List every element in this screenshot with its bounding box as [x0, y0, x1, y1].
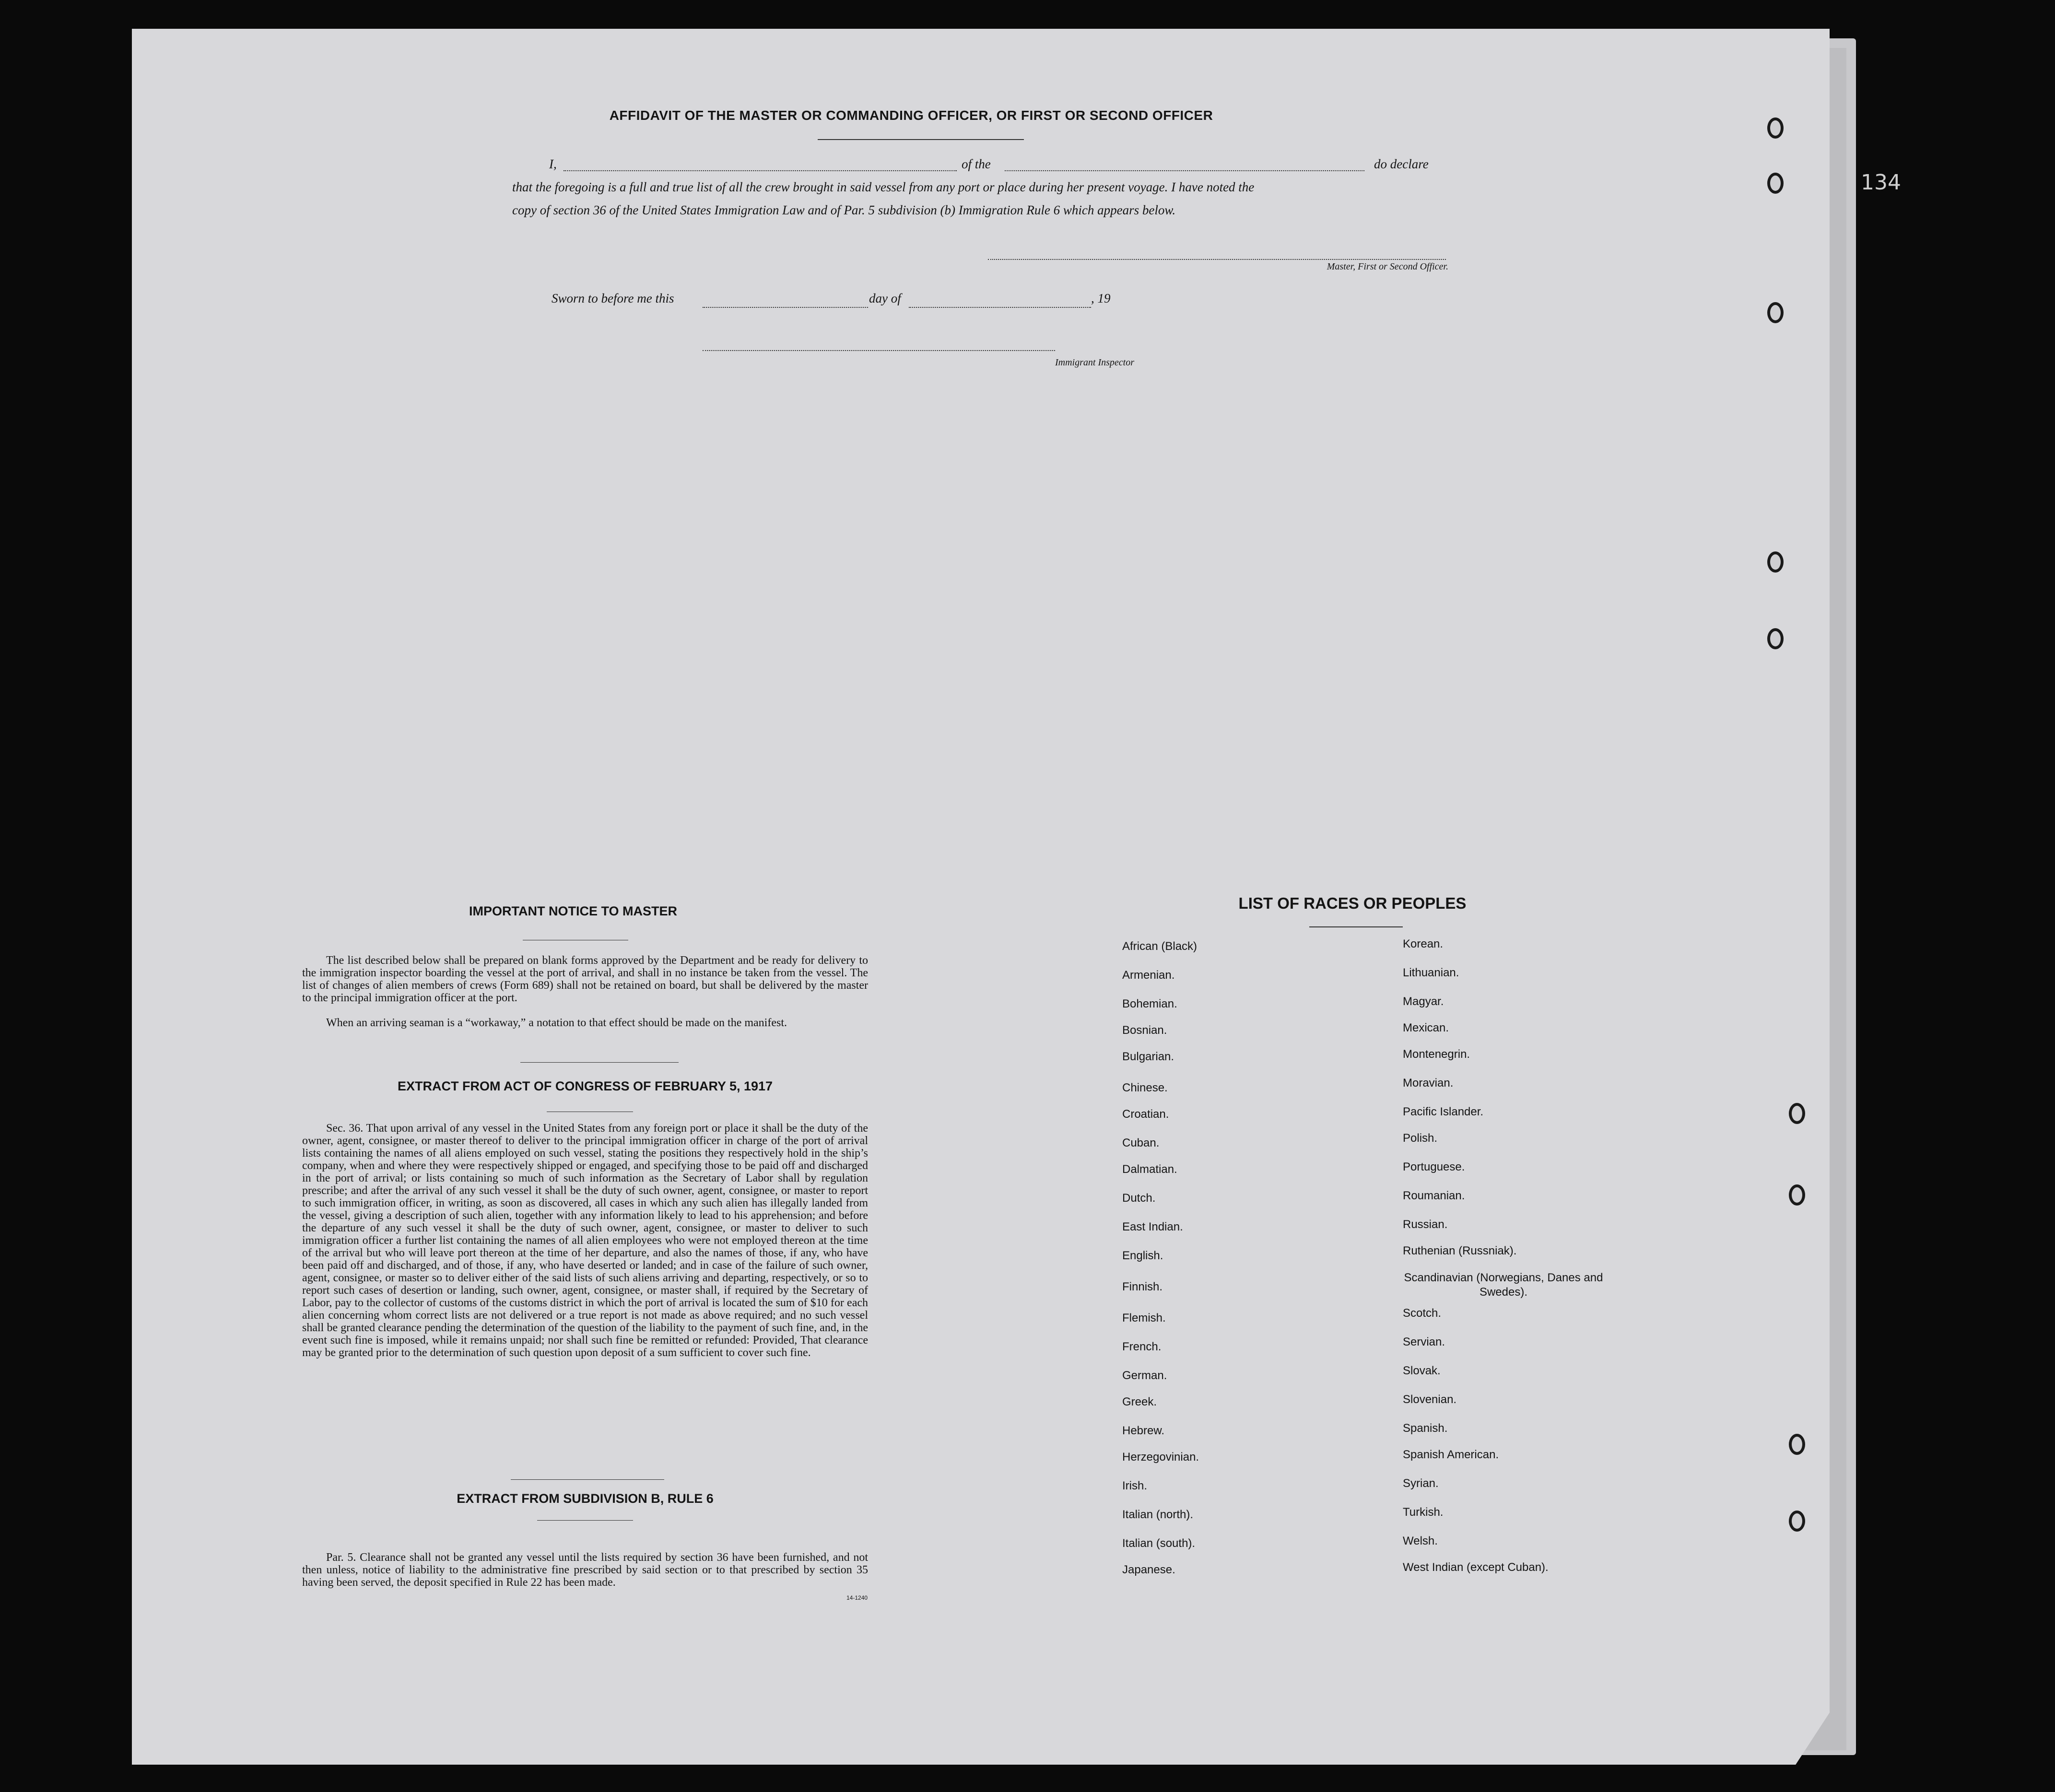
signature-blank[interactable]	[988, 259, 1446, 260]
affidavit-line1-declare: do declare	[1374, 157, 1429, 171]
notice-paragraph-2: When an arriving seaman is a “workaway,” a notation to that effect should be made on the manifest.	[326, 1017, 787, 1029]
race-item: Croatian.	[1122, 1108, 1169, 1121]
race-item: Portuguese.	[1403, 1160, 1465, 1173]
race-item: Lithuanian.	[1403, 966, 1459, 979]
race-item: English.	[1122, 1249, 1163, 1262]
race-item: Ruthenian (Russniak).	[1403, 1244, 1517, 1257]
binder-hole-icon	[1789, 1511, 1805, 1532]
inspector-signature-blank[interactable]	[703, 350, 1055, 351]
signature-label: Master, First or Second Officer.	[1327, 261, 1448, 272]
race-item: Hebrew.	[1122, 1424, 1165, 1437]
race-item: Slovenian.	[1403, 1393, 1457, 1406]
race-item: Herzegovinian.	[1122, 1451, 1199, 1464]
affidavit-line2: that the foregoing is a full and true list of all the crew brought in said vessel from any port or place during her present voyage. I have noted the	[512, 180, 1255, 194]
binder-hole-icon	[1789, 1434, 1805, 1455]
affidavit-vessel-blank[interactable]	[1005, 170, 1364, 171]
title-rule	[818, 139, 1024, 140]
race-item: Dalmatian.	[1122, 1163, 1177, 1176]
extract-rule-rule	[537, 1520, 633, 1521]
race-item: West Indian (except Cuban).	[1403, 1561, 1549, 1574]
binder-hole-icon	[1789, 1184, 1805, 1206]
race-item: Bosnian.	[1122, 1024, 1167, 1037]
section-text: That upon arrival of any vessel in the United States from any foreign port or place it shall be the duty of the owner, agent, consignee, or master thereof to deliver to the principal immigration officer in charge of the port of arrival lists containing the names of all aliens employed on such vessel, stating the positions they respectively hold in the ship’s company, when and where they were respectively shipped or engaged, and specifying those to be paid off and discharged in the port of arrival; or lists containing so much of such information as the Secretary of Labor shall by regulation prescribe; and after the arrival of any such vessel it shall be the duty of such owner, agent, consignee, or master to report to such immigration officer, in writing, as soon as discovered, all cases in which any such alien has illegally landed from the vessel, giving a description of such alien, together with any information likely to lead to his apprehension; and before the departure of any such vessel it shall be the duty of such owner, agent, consignee, or master to deliver to such immigration officer a further list containing the names of all alien employees who were not employed thereon at the time of the arrival but who will leave port thereon at the time of her departure, and also the names of those, if any, who have been paid off and discharged, and of those, if any, who have deserted or landed; and in case of the failure of such owner, agent, consignee, or master so to deliver either of the said lists of such aliens arriving and departing, respectively, or so to report such cases of desertion or landing, such owner, agent, consignee, or master shall, if required by the Secretary of Labor, pay to the collector of customs of the customs district in which the port of arrival is located the sum of $10 for each alien concerning whom correct lists are not delivered or a true report is not made as above required; and no such vessel shall be granted clearance pending the determination of the question of the liability to the payment of such fine, and, in the event such fine is imposed, while it remains unpaid; nor shall such fine be remitted or refunded: Provided, That clearance may be granted prior to the determination of such question upon deposit of a sum sufficient to cover such fine.	[302, 1122, 868, 1359]
race-item: Mexican.	[1403, 1021, 1449, 1034]
races-title: LIST OF RACES OR PEOPLES	[1238, 894, 1467, 912]
race-item: Italian (north).	[1122, 1508, 1194, 1521]
race-item: Bulgarian.	[1122, 1050, 1174, 1063]
race-item: Bohemian.	[1122, 997, 1177, 1010]
section-label: Sec. 36.	[326, 1122, 364, 1135]
races-rule	[1309, 926, 1403, 927]
binder-hole-icon	[1789, 1103, 1805, 1124]
race-item: Scotch.	[1403, 1307, 1442, 1320]
affidavit-line1-of-the: of the	[962, 157, 991, 171]
binder-hole-icon	[1767, 628, 1784, 649]
extract-rule-paragraph: Par. 5. Clearance shall not be granted any vessel until the lists required by section 36 have been furnished, and not then unless, notice of liability to the administrative fine prescribed by said section or to that prescribed by section 35 having been served, the deposit specified in Rule 22 has been made.	[302, 1551, 868, 1589]
race-item: Servian.	[1403, 1335, 1445, 1348]
race-item: German.	[1122, 1369, 1167, 1382]
race-item: Turkish.	[1403, 1506, 1444, 1519]
affidavit-title: AFFIDAVIT OF THE MASTER OR COMMANDING OFFICER, OR FIRST OR SECOND OFFICER	[609, 108, 1213, 123]
race-item: Slovak.	[1403, 1364, 1441, 1377]
affidavit-line1-i: I,	[549, 157, 557, 171]
extract-act-divider	[511, 1479, 664, 1480]
race-item: Italian (south).	[1122, 1537, 1196, 1550]
race-item: Magyar.	[1403, 995, 1444, 1008]
race-item: Finnish.	[1122, 1280, 1163, 1293]
race-item: Armenian.	[1122, 969, 1175, 982]
race-item: Syrian.	[1403, 1477, 1439, 1490]
extract-rule-heading: EXTRACT FROM SUBDIVISION B, RULE 6	[457, 1491, 714, 1506]
race-item: Irish.	[1122, 1479, 1148, 1492]
race-item: Japanese.	[1122, 1563, 1175, 1576]
binder-hole-icon	[1767, 117, 1784, 139]
extract-act-paragraph	[302, 1122, 868, 1359]
race-item: Roumanian.	[1403, 1189, 1465, 1202]
affidavit-line3: copy of section 36 of the United States Immigration Law and of Par. 5 subdivision (b) Immigration Rule 6 which appears below.	[512, 203, 1176, 217]
binder-hole-icon	[1767, 302, 1784, 323]
sworn-day-blank[interactable]	[703, 307, 868, 308]
extract-act-heading: EXTRACT FROM ACT OF CONGRESS OF FEBRUARY 5, 1917	[397, 1079, 773, 1093]
race-item: Polish.	[1403, 1132, 1438, 1145]
race-item: Scandinavian (Norwegians, Danes and Swedes).	[1404, 1271, 1603, 1299]
form-number: 14-1240	[846, 1594, 868, 1601]
race-item: Montenegrin.	[1403, 1048, 1470, 1061]
race-item: Greek.	[1122, 1395, 1157, 1408]
sworn-year: , 19	[1091, 291, 1111, 305]
notice-divider	[520, 1062, 679, 1063]
race-item: Russian.	[1403, 1218, 1448, 1231]
race-item: Dutch.	[1122, 1192, 1156, 1205]
notice-paragraph-1: The list described below shall be prepared on blank forms approved by the Department and be ready for delivery to the immigration inspector boarding the vessel at the port of arrival, and shall in no instance be taken from the vessel. The list of changes of alien members of crews (Form 689) shall not be retained on board, but shall be delivered by the master to the principal immigration officer at the port.	[302, 954, 868, 1004]
race-item: Welsh.	[1403, 1534, 1438, 1547]
sworn-day-of: day of	[869, 291, 901, 305]
race-item: French.	[1122, 1340, 1162, 1353]
race-item: African (Black)	[1122, 940, 1198, 953]
affidavit-name-blank[interactable]	[564, 170, 957, 171]
page-number: 134	[1861, 170, 1901, 195]
inspector-label: Immigrant Inspector	[1055, 357, 1134, 368]
race-item: Cuban.	[1122, 1136, 1160, 1149]
race-item: Moravian.	[1403, 1077, 1454, 1089]
race-item: Spanish.	[1403, 1422, 1448, 1435]
notice-heading: IMPORTANT NOTICE TO MASTER	[469, 904, 677, 918]
binder-hole-icon	[1767, 173, 1784, 194]
race-item: Korean.	[1403, 937, 1444, 950]
race-item: Flemish.	[1122, 1312, 1166, 1324]
race-item: Spanish American.	[1403, 1448, 1499, 1461]
sworn-month-blank[interactable]	[909, 307, 1091, 308]
race-item: Chinese.	[1122, 1081, 1168, 1094]
sworn-text: Sworn to before me this	[552, 291, 674, 305]
race-item: East Indian.	[1122, 1220, 1183, 1233]
race-item: Pacific Islander.	[1403, 1105, 1484, 1118]
binder-hole-icon	[1767, 551, 1784, 573]
